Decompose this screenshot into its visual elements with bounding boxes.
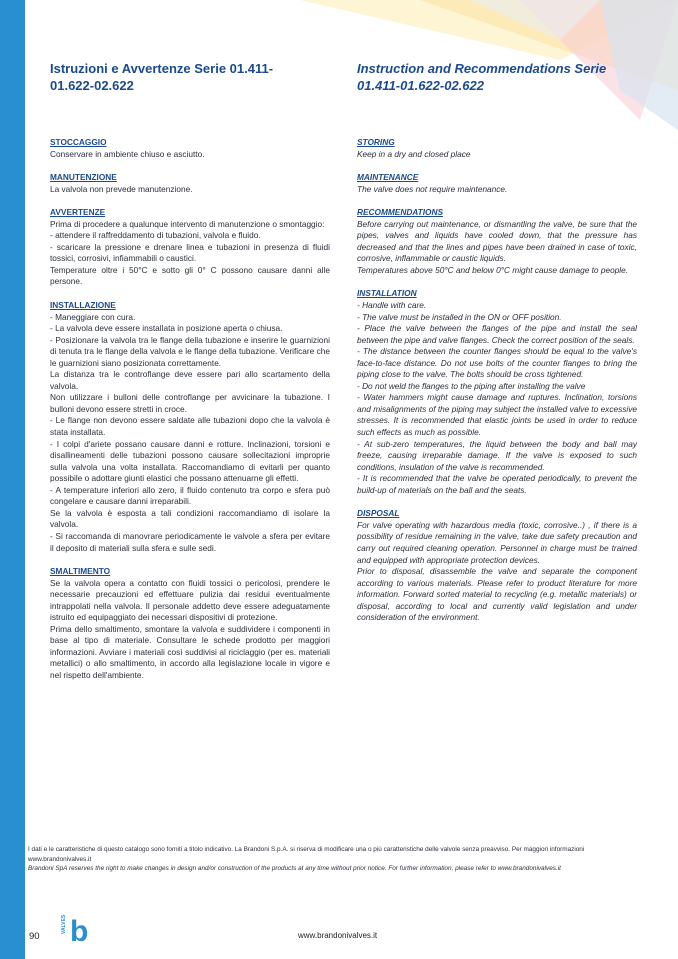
paragraph: For valve operating with hazardous media (toxic, corrosive..) , if there is a possibility of residue remaining in the valve, take due safety precaution and carry out required cleaning operation. Personnel in charge must be trained and equipped with appropriate protection devices. xyxy=(357,519,637,565)
italian-column xyxy=(50,137,330,694)
paragraph: - It is recommended that the valve be operated periodically, to prevent the build-up of materials on the ball and the seats. xyxy=(357,473,637,495)
paragraph: - Posizionare la valvola tra le flange della tubazione e inserire le guarnizioni di tenuta tra le flange della valvola e le flange della tubazione. Verificare che le guarnizioni siano posizionata correttamente. xyxy=(50,334,330,368)
paragraph: Temperature oltre i 50°C e sotto gli 0° C possono causare danni alle persone. xyxy=(50,264,330,287)
paragraph: - The distance between the counter flanges should be equal to the valve's face-to-face distance. Do not use bolts of the counter flanges to bring the piping close to the valve. The bolts should be cross tightened. xyxy=(357,346,637,380)
page-title-english: Instruction and Recommendations Serie 01.411-01.622-02.622 xyxy=(357,61,607,93)
section-stoccaggio xyxy=(50,137,330,160)
section-heading: MAINTENANCE xyxy=(357,172,419,183)
paragraph: Prima di procedere a qualunque intervento di manutenzione o smontaggio: xyxy=(50,218,325,229)
website-url: www.brandonivalves.it xyxy=(298,931,378,940)
paragraph: Temperatures above 50°C and below 0°C might cause damage to people. xyxy=(357,264,629,275)
paragraph: Non utilizzare i bulloni delle controflange per avvicinare la tubazione. I bulloni devono essere stretti in croce. xyxy=(50,392,330,414)
paragraph: Prima dello smaltimento, smontare la valvola e suddividere i componenti in base al tipo di materiale. Consultare le schede prodotto per maggiori informazioni. Avviare i materiali così suddivisi al riciclaggio (per es. materiali metallici) o allo smaltimento, in accordo alla legislazione locale in vigore e nel rispetto dell'ambiente. xyxy=(50,623,330,680)
paragraph: - Water hammers might cause damage and ruptures. Inclination, torsions and misalignments of the piping may subject the installed valve to excessive stresses. It is recommended that elastic joints be used in order to reduce such effects as much as possible. xyxy=(357,392,637,438)
paragraph: - Handle with care. xyxy=(357,300,427,311)
paragraph: La valvola non prevede manutenzione. xyxy=(50,183,193,194)
paragraph: Prior to disposal, disassemble the valve and separate the component according to various materials. Please refer to product literature for more information. Forward sorted material to recycling (e.g. metallic materials) or disposal, according to local and currently valid legislation and under consideration of the environment. xyxy=(357,566,637,623)
section-avvertenze xyxy=(50,207,330,288)
page-title-italian: Istruzioni e Avvertenze Serie 01.411-01.622-02.622 xyxy=(50,61,274,93)
section-heading: STORING xyxy=(357,137,395,147)
paragraph: - Si raccomanda di manovrare periodicamente le valvole a sfera per evitare il deposito di materiali sulla sfera e sulle sedi. xyxy=(50,530,330,553)
disclaimer-english: Brandoni SpA reserves the right to make changes in design and/or construction of the products at any time without prior notice. For further information, please refer to www.brandonivalves.it xyxy=(28,865,561,872)
brandoni-logo xyxy=(61,912,92,948)
section-installazione xyxy=(50,300,330,554)
paragraph: Conservare in ambiente chiuso e asciutto. xyxy=(50,148,205,159)
section-heading: DISPOSAL xyxy=(357,508,400,519)
paragraph: - I colpi d'ariete possano causare danni e rotture. Inclinazioni, torsioni e disallineamenti delle tubazioni possono causare sollecitazioni improprie sulla valvola una volta installata. Raccomandiamo di evitarli per quanto possibile o adottare giunti elastici che possano attenuarne gli effetti. xyxy=(50,438,330,484)
paragraph: - A temperature inferiori allo zero, il fluido contenuto tra corpo e sfera può congelare e causare danni irreparabili. xyxy=(50,484,330,507)
section-disposal xyxy=(357,508,637,623)
paragraph: - La valvola deve essere installata in posizione aperta o chiusa. xyxy=(50,323,283,334)
section-manutenzione xyxy=(50,172,330,195)
paragraph: - The valve must be installed in the ON or OFF position. xyxy=(357,311,562,322)
paragraph: Se la valvola opera a contatto con fluidi tossici o pericolosi, prendere le necessarie precauzioni ed effettuare pulizia dai residui eventualmente intrappolati nella valvola. Il personale addetto deve essere adeguatamente istruito ed equipaggiato dei necessari dispositivi di protezione. xyxy=(50,577,330,623)
logo-text: VALVES xyxy=(61,914,67,934)
disclaimer-italian: I dati e le caratteristiche di questo catalogo sono forniti a titolo indicativo. La Brandoni S.p.A. si riserva di modificare una o più caratteristiche delle valvole senza preavviso. Per maggiori informazioni www.brandonivalves.it xyxy=(28,846,585,863)
section-heading: RECOMMENDATIONS xyxy=(357,207,444,218)
paragraph: - attendere il raffreddamento di tubazioni, valvola e fluido. xyxy=(50,230,261,241)
page-number: 90 xyxy=(29,931,40,942)
english-column xyxy=(357,137,637,636)
section-recommendations xyxy=(357,207,637,276)
paragraph: - scaricare la pressione e drenare linea e tubazioni in presenza di fluidi tossici, corrosivi, infiammabili o caustici. xyxy=(50,241,330,264)
paragraph: - Do not weld the flanges to the piping after installing the valve xyxy=(357,380,586,391)
paragraph: - Le flange non devono essere saldate alle tubazioni dopo che la valvola è stata installata. xyxy=(50,415,330,438)
section-heading: STOCCAGGIO xyxy=(50,137,107,147)
paragraph: Se la valvola è esposta a tali condizioni raccomandiamo di isolare la valvola. xyxy=(50,507,330,530)
paragraph: Before carrying out maintenance, or dismantling the valve, be sure that the pipes, valves and liquids have cooled down, that the pressure has decreased and that the lines and pipes have been drained in case of toxic, corrosive, inflammable or caustic liquids. xyxy=(357,218,637,264)
section-heading: MANUTENZIONE xyxy=(50,172,117,183)
section-heading: INSTALLATION xyxy=(357,288,417,299)
section-maintenance xyxy=(357,172,637,195)
section-smaltimento xyxy=(50,566,330,681)
footer-disclaimer xyxy=(28,845,648,874)
section-installation xyxy=(357,288,637,496)
section-heading: SMALTIMENTO xyxy=(50,566,111,577)
side-accent-bar xyxy=(0,0,25,959)
paragraph: - Maneggiare con cura. xyxy=(50,311,136,322)
paragraph: - At sub-zero temperatures, the liquid between the body and ball may freeze, causing irreparable damage. If the valve is exposed to such conditions, insulation of the valve is recommended. xyxy=(357,438,637,472)
paragraph: La distanza tra le controflange deve essere pari allo scartamento della valvola. xyxy=(50,369,330,391)
section-heading: INSTALLAZIONE xyxy=(50,300,116,311)
section-storing xyxy=(357,137,637,160)
section-heading: AVVERTENZE xyxy=(50,207,106,218)
paragraph: - Place the valve between the flanges of the pipe and install the seal between the pipe and valve flanges. Check the correct position of the seals. xyxy=(357,323,637,345)
paragraph: The valve does not require maintenance. xyxy=(357,183,508,194)
logo-letter: b xyxy=(70,915,89,948)
paragraph: Keep in a dry and closed place xyxy=(357,148,471,159)
